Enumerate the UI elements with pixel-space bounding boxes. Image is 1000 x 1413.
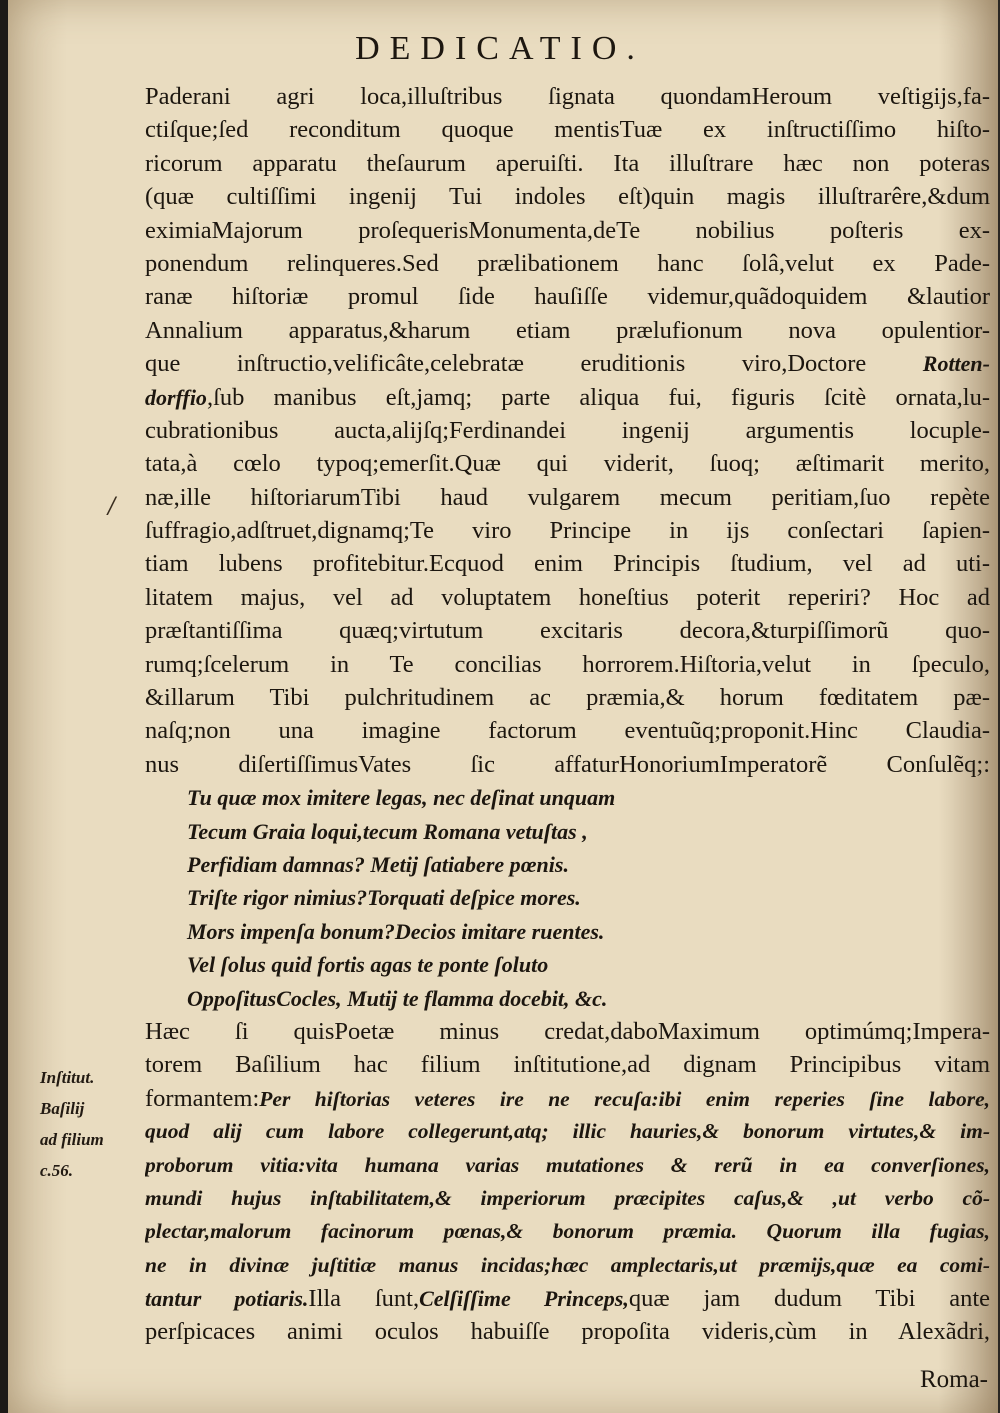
margin-note [40,1062,140,1186]
page-header: DEDICATIO. [355,30,645,67]
line-text: formantem: [145,1084,260,1112]
text-line: næ,ille hiſtoriarumTibi haud vulgarem mecum peritiam,ſuo repète [145,483,990,511]
text-line: ctiſque;ſed reconditum quoque mentisTuæ ex inſtructiſſimo hiſto- [145,116,990,144]
text-line: ranæ hiſtoriæ promul ſide hauſiſſe videmur,quãdoquidem &lautior [145,283,990,311]
text-line: eximiaMajorum proſequerisMonumenta,deTe nobilius poſteris ex- [145,216,990,244]
quotation-line: mundi hujus inſtabilitatem,& imperiorum præcipites caſus,& ,ut verbo cõ- [145,1185,990,1210]
line-text: quæ jam dudum Tibi ante [628,1285,990,1313]
verse-line: Triſte rigor nimius?Torquati deſpice mores. [187,885,581,911]
verse-line: Perfidiam damnas? Metij ſatiabere pœnis. [187,851,569,877]
text-line: (quæ cultiſſimi ingenij Tui indoles eſt)quin magis illuſtrarêre,&dum [145,183,990,211]
page-edge [0,0,8,1413]
quotation-line: quod alij cum labore collegerunt,atq; illic hauries,& bonorum virtutes,& im- [145,1119,990,1144]
text-line: naſq;non una imagine factorum eventuũq;proponit.Hinc Claudia- [145,717,990,745]
quotation-line: ne in divinæ juſtitiæ manus incidas;hæc amplectaris,ut præmijs,quæ ea comi- [145,1252,990,1277]
quotation-line: proborum vitia:vita humana varias mutationes & rerũ in ea converſiones, [145,1152,990,1177]
line-text: Illa ſunt, [308,1285,420,1313]
text-line: Paderani agri loca,illuſtribus ſignata quondamHeroum veſtigijs,fa- [145,83,990,110]
text-line: nus diſertiſſimusVates ſic affaturHonoriumImperatorẽ Conſulẽq;: [145,750,990,778]
text-line: &illarum Tibi pulchritudinem ac præmia,& horum fœditatem pæ- [145,684,990,712]
text-line: tiam lubens profitebitur.Ecquod enim Principis ſtudium, vel ad uti- [145,550,990,578]
text-line [145,347,990,380]
author-name: dorffio [145,384,207,410]
text-line: præſtantiſſima quæq;virtutum excitaris decora,&turpiſſimorũ quo- [145,617,990,645]
text-line: Hæc ſi quisPoetæ minus credat,daboMaximum optimúmq;Impera- [145,1017,990,1045]
marginal-mark: / [108,494,116,519]
margin-note-line: Baſilij [40,1099,85,1118]
text-line: litatem majus, vel ad voluptatem honeſtius poterit reperiri? Hoc ad [145,583,990,611]
text-line: ricorum apparatu theſaurum aperuiſti. Ita illuſtrare hæc non poteras [145,149,990,177]
quotation-text: tantur potiaris. [145,1286,309,1312]
text-line: ſuffragio,adſtruet,dignamq;Te viro Principe in ijs conſectari ſapien- [145,517,990,545]
text-line [145,381,990,414]
verse-line: OppoſitusCocles, Mutij te flamma docebit, &c. [187,985,608,1011]
quotation-text: Per hiſtorias veteres ire ne recuſa:ibi enim reperies ſine labore, [259,1086,990,1111]
quotation-line: plectar,malorum facinorum pœnas,& bonorum præmia. Quorum illa fugias, [145,1219,990,1244]
line-text: ,ſub manibus eſt,jamq; parte aliqua fui, figuris ſcitè ornata,lu- [206,383,990,411]
text-line [145,1082,990,1115]
text-line: cubrationibus aucta,alijſq;Ferdinandei ingenij argumentis locuple- [145,416,990,444]
author-name: Rotten- [922,351,990,377]
text-line: perſpicaces animi oculos habuiſſe propoſita videris,cùm in Alexãdri, [145,1318,990,1346]
margin-note-line: ad filium [40,1130,104,1149]
verse-line: Vel ſolus quid fortis agas te ponte ſoluto [187,952,549,978]
catchword: Roma- [919,1366,988,1393]
verse-line: Mors impenſa bonum?Decios imitare ruentes. [187,918,605,944]
text-line [145,1282,990,1315]
text-line: tata,à cœlo typoq;emerſit.Quæ qui viderit, ſuoq; æſtimarit merito, [145,450,990,478]
margin-note-line: c.56. [40,1161,74,1180]
text-line: rumq;ſcelerum in Te concilias horrorem.Hiſtoria,velut in ſpeculo, [145,650,990,678]
verse-line: Tu quæ mox imitere legas, nec deſinat unquam [187,785,616,811]
margin-note-line: Inſtitut. [40,1068,95,1087]
verse-line: Tecum Graia loqui,tecum Romana vetuſtas , [187,818,588,844]
text-line: Annalium apparatus,&harum etiam prælufionum nova opulentior- [145,316,990,344]
address-text: Celſiſſime Princeps, [419,1286,629,1312]
text-line: torem Baſilium hac filium inſtitutione,ad dignam Principibus vitam [145,1051,990,1079]
line-text: que inſtructio,velificâte,celebratæ eruditionis viro,Doctore [145,350,923,378]
dedication-text [145,80,990,1349]
text-line: ponendum relinqueres.Sed prælibationem hanc ſolâ,velut ex Pade- [145,249,990,277]
